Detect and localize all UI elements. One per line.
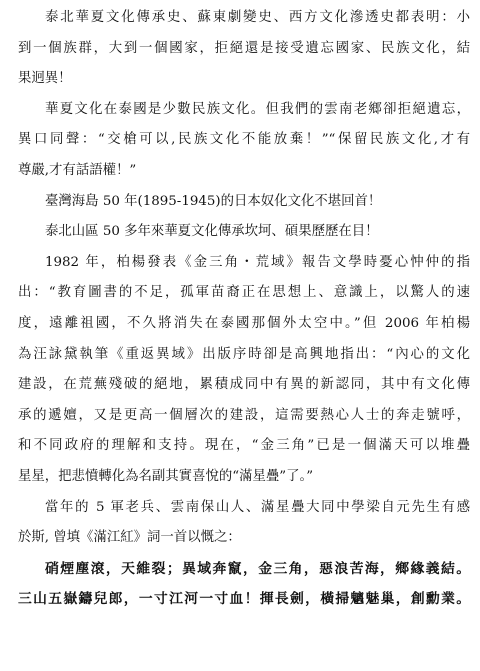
body-text-line: 異口同聲：“交槍可以,民族文化不能放棄！”“保留民族文化,才有 <box>18 132 470 148</box>
poem-line: 三山五嶽鑄兒郎，一寸江河一寸血！揮長劍，橫掃魑魅巢，創勳業。 <box>18 591 470 608</box>
body-text-line: 承的遞嬗，又是更高一個層次的建設，這需要熱心人士的奔走號呼， <box>18 407 470 423</box>
body-text-line: 建設，在荒蕪殘破的絕地，累積成同中有異的新認同，其中有文化傳 <box>18 377 470 393</box>
body-text-line: 華夏文化在泰國是少數民族文化。但我們的雲南老鄉卻拒絕遺忘， <box>45 101 470 117</box>
body-text-line: 泰北山區 50 多年來華夏文化傳承坎坷、碩果歷歷在目！ <box>45 224 379 240</box>
body-text-line: 果迥異！ <box>18 71 72 87</box>
body-text-line: 出：“教育圖書的不足，孤軍苗裔正在思想上、意識上，以驚人的速 <box>18 285 470 301</box>
body-text-line: 和不同政府的理解和支持。現在，“金三角”已是一個滿天可以堆疊 <box>18 438 470 454</box>
body-text-line: 臺灣海島 50 年(1895-1945)的日本奴化文化不堪回首！ <box>45 193 382 209</box>
body-text-line: 尊嚴,才有話語權！” <box>18 162 137 178</box>
poem-line: 硝煙塵滾，天維裂；異域奔竄，金三角，惡浪苦海，鄉緣義結。 <box>45 560 470 577</box>
body-text-line: 為汪詠黛執筆《重返異域》出版序時卻是高興地指出：“內心的文化 <box>18 346 470 362</box>
body-text-line: 1982 年，柏楊發表《金三角・荒域》報告文學時憂心忡仲的指 <box>45 254 470 270</box>
body-text-line: 到一個族群，大到一個國家，拒絕還是接受遺忘國家、民族文化，結 <box>18 40 470 56</box>
body-text-line: 泰北華夏文化傳承史、蘇東劇變史、西方文化滲透史都表明：小 <box>45 10 470 25</box>
body-text-line: 當年的 5 軍老兵、雲南保山人、滿星疊大同中學梁自元先生有感 <box>45 499 470 515</box>
body-text-line: 星星，把悲憤轉化為名副其實喜悅的“滿星疊”了。” <box>18 468 314 484</box>
body-text-line: 於斯, 曾填《滿江紅》詞一首以慨之： <box>18 530 241 546</box>
body-text-line: 度，遠離祖國，不久將消失在泰國那個外太空中。”但 2006 年柏楊 <box>18 315 470 331</box>
